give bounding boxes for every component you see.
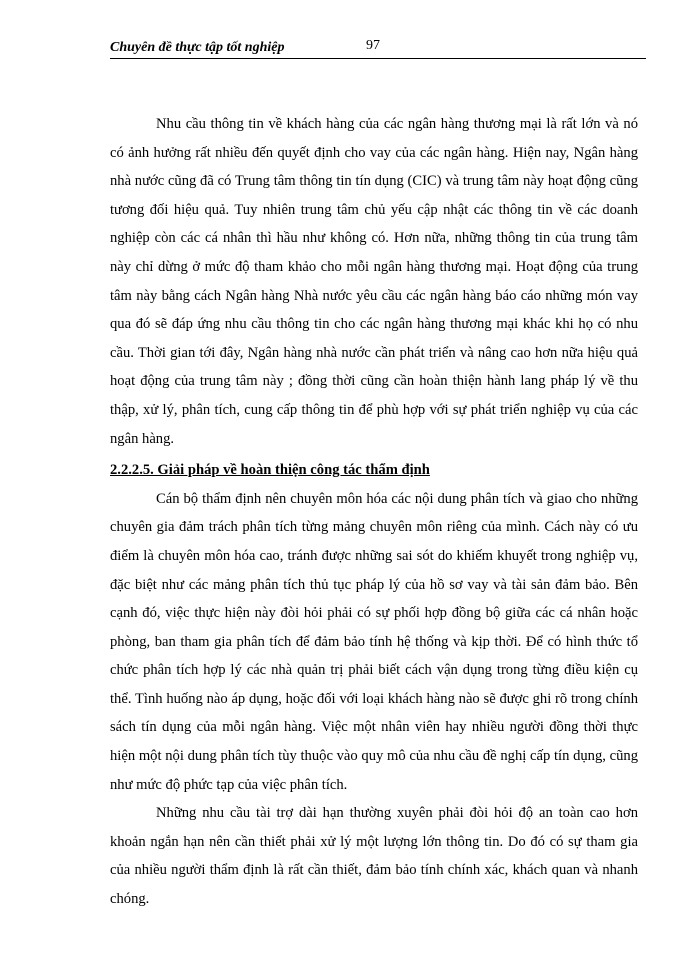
page-number: 97: [366, 38, 380, 53]
document-body: [110, 110, 638, 914]
header-title: Chuyên đề thực tập tốt nghiệp: [110, 40, 285, 55]
paragraph-long-term-financing: Những nhu cầu tài trợ dài hạn thường xuyên phải đòi hỏi độ an toàn cao hơn khoản ngắn hạn nên cần thiết phải xử lý một lượng lớn thông tin. Do đó có sự tham gia của nhiều người thẩm định là rất cần thiết, đảm bảo tính chính xác, khách quan và nhanh chóng.: [110, 805, 638, 908]
paragraph-appraisal-specialization: Cán bộ thẩm định nên chuyên môn hóa các nội dung phân tích và giao cho những chuyên gia đảm trách phân tích từng mảng chuyên môn riêng của mình. Cách này có ưu điểm là chuyên môn hóa cao, tránh được những sai sót do khiếm khuyết trong nghiệp vụ, đặc biệt như các mảng phân tích thủ tục pháp lý của hồ sơ vay và tài sản đảm bảo. Bên cạnh đó, việc thực hiện này đòi hỏi phải có sự phối hợp đồng bộ giữa các cá nhân hoặc phòng, ban tham gia phân tích để đảm bảo tính hệ thống và kịp thời. Để có hình thức tổ chức phân tích hợp lý các nhà quản trị phải biết cách vận dụng trong từng điều kiện cụ thể. Tình huống nào áp dụng, hoặc đối với loại khách hàng nào sẽ được ghi rõ trong chính sách tín dụng của mỗi ngân hàng. Việc một nhân viên hay nhiều người đồng thời thực hiện một nội dung phân tích tùy thuộc vào quy mô của nhu cầu đề nghị cấp tín dụng, cũng như mức độ phức tạp của việc phân tích.: [110, 490, 638, 793]
section-heading: [110, 453, 638, 485]
section-heading-text: 2.2.2.5. Giải pháp về hoàn thiện công tác thẩm định: [110, 462, 430, 479]
page-header: [110, 36, 646, 59]
paragraph-customer-information: Nhu cầu thông tin về khách hàng của các ngân hàng thương mại là rất lớn và nó có ảnh hưởng rất nhiều đến quyết định cho vay của các ngân hàng. Hiện nay, Ngân hàng nhà nước cũng đã có Trung tâm thông tin tín dụng (CIC) và trung tâm này hoạt động cũng tương đối hiệu quả. Tuy nhiên trung tâm chủ yếu cập nhật các thông tin về các doanh nghiệp còn các cá nhân thì hầu như không có. Hơn nữa, những thông tin của trung tâm này chỉ dừng ở mức độ tham khảo cho mỗi ngân hàng thương mại. Hoạt động của trung tâm này bằng cách Ngân hàng Nhà nước yêu cầu các ngân hàng báo cáo những món vay qua đó sẽ đáp ứng nhu cầu thông tin cho các ngân hàng thương mại khác khi họ có nhu cầu. Thời gian tới đây, Ngân hàng nhà nước cần phát triển và nâng cao hơn nữa hiệu quả hoạt động của trung tâm này ; đồng thời cũng cần hoàn thiện hành lang pháp lý về thu thập, xử lý, phân tích, cung cấp thông tin để phù hợp với sự phát triển nghiệp vụ của các ngân hàng.: [110, 116, 638, 447]
